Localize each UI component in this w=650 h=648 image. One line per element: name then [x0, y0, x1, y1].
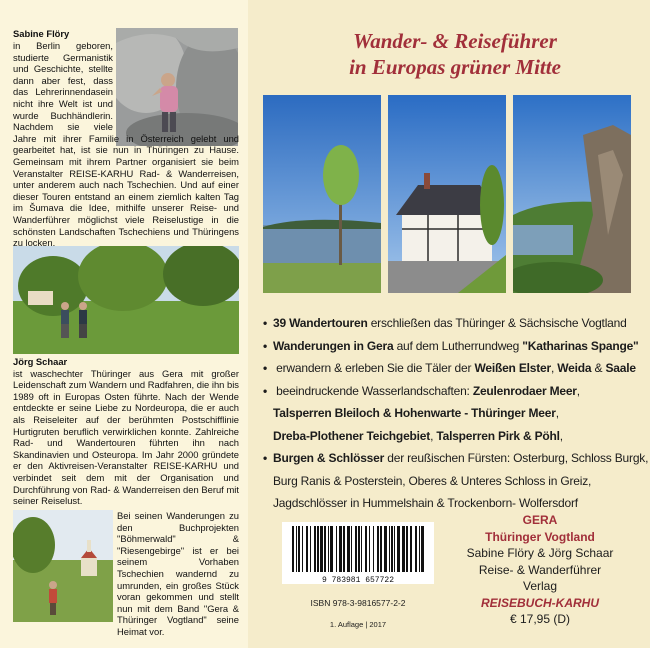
author1-bio-text [13, 40, 239, 249]
bullet-4: • beeindruckende Wasserlandschaften: Zeulenrodaer Meer, [263, 383, 580, 398]
bullet-5: • Burgen & Schlösser der reußischen Fürsten: Osterburg, Schloss Burgk, [263, 451, 649, 465]
bullet-5-line-2: Burg Ranis & Posterstein, Oberes & Unteres Schloss in Greiz, [273, 473, 592, 488]
barcode-bar [358, 526, 360, 572]
bullet-5-line-3: Jagdschlösser in Hummelshain & Trockenborn- Wolfersdorf [273, 496, 578, 510]
barcode-bar [302, 526, 303, 572]
barcode-bar [298, 526, 300, 572]
barcode-bar [373, 526, 374, 572]
barcode-bar [351, 526, 352, 572]
cliff-photo [513, 95, 631, 293]
barcode-bar [402, 526, 405, 572]
barcode-bar [361, 526, 362, 572]
author1-bio-body: in Berlin geboren, studierte Germanistik und Geschichte, stellte dann aber fest, dass das Lehrerinnendasein nicht ihre Welt ist und wurde Buchhändlerin. Nachdem sie viele Jahre mit ihrer Familie in Österreich gelebt und gearbeitet hat, ist sie nun in Thüringen zu Hause. Gemeinsam mit ihrem Partner organisiert sie beim Veranstalter REISE-KARHU Rad- & Wanderreisen, unter anderem auch nach Tschechien. Und auf einer dieser Touren entstand an einem ziemlich kalten Tag im Šumava die Idee, mithilfe unserer Reise- und Wanderführer möglichst viele Reiselustige in die schönsten Landschaften Tschechiens und Thüringens zu locken. [13, 40, 239, 249]
barcode-bar [343, 526, 345, 572]
barcode-bar [347, 526, 350, 572]
barcode-bar [336, 526, 337, 572]
barcode-bar [397, 526, 400, 572]
barcode-bar [314, 526, 316, 572]
barcode-bar [355, 526, 357, 572]
barcode-bar [421, 526, 424, 572]
house-photo [388, 95, 506, 293]
barcode [282, 522, 434, 584]
barcode-bar [410, 526, 412, 572]
barcode-bar [384, 526, 387, 572]
book-type: Reise- & Wanderführer [478, 562, 602, 577]
bullet-3: • erwandern & erleben Sie die Täler der Weißen Elster, Weida & Saale [263, 361, 636, 375]
bullet-1: • 39 Wandertouren erschließen das Thüringer & Sächsische Vogtland [263, 316, 627, 330]
isbn: ISBN 978-3-9816577-2-2 [310, 598, 406, 608]
barcode-bar [330, 526, 333, 572]
author1-bio [13, 28, 113, 40]
author2-name: Jörg Schaar [13, 356, 68, 367]
lake-photo [263, 95, 381, 293]
edition: 1. Auflage | 2017 [329, 620, 387, 629]
title-line-2: in Europas grüner Mitte [349, 55, 561, 79]
barcode-bar [296, 526, 297, 572]
village-photo [13, 510, 113, 622]
barcode-bar [365, 526, 367, 572]
title-line-1: Wander- & Reiseführer [353, 29, 557, 53]
barcode-bar [320, 526, 323, 572]
bullet-4-line-2: Talsperren Bleiloch & Hohenwarte - Thüringer Meer, [273, 406, 559, 420]
barcode-bar [324, 526, 326, 572]
barcode-bar [317, 526, 319, 572]
barcode-bar [310, 526, 311, 572]
barcode-bar [406, 526, 408, 572]
publisher-name: REISEBUCH-KARHU [480, 595, 599, 610]
feature-list [263, 312, 649, 515]
barcode-bar [415, 526, 417, 572]
barcode-bar [292, 526, 294, 572]
price: € 17,95 (D) [509, 612, 571, 626]
city: GERA [522, 513, 558, 527]
author2-bio [13, 356, 239, 507]
publisher-block [440, 512, 640, 628]
author2-bio-body: ist waschechter Thüringer aus Gera mit großer Leidenschaft zum Wandern und Radfahren, die ihn bis 1989 oft in Europas Osten führte. Nach der Wende entdeckte er seine Liebe zu Nordeuropa, die er auch als Reiseleiter auf der berühmten Postschifflinie Hurtigruten beruflich verwirklichen konnte. Zahlreiche Rad- und Wandertouren führten ihn nach Skandinavien und Osteuropa. Im Jahr 2000 gründete er den Aktivreisen-Veranstalter REISE-KARHU und verbindet seit dem mit der Organisation und Durchführung von Rad- & Wanderreisen den Beruf mit seiner Reiselust. [13, 367, 239, 507]
barcode-bar [419, 526, 420, 572]
barcode-bar [391, 526, 393, 572]
barcode-bar [328, 526, 329, 572]
barcode-bar [339, 526, 342, 572]
bullet-2: • Wanderungen in Gera auf dem Lutherrundweg "Katharinas Spange" [263, 338, 639, 353]
region: Thüringer Vogtland [485, 529, 595, 544]
author2-bio-body-2: Bei seinen Wanderungen zu den Buchprojekten "Böhmerwald" & "Riesengebirge" ist er bei seinem Vorhaben Tschechien wandernd zu umrunden, ein großes Stück voran gekommen und stellt nun mit dem Band "Gera & Thüringer Vogtland" seine Heimat vor. [117, 510, 239, 637]
verlag-label: Verlag [522, 579, 558, 593]
barcode-bar [377, 526, 379, 572]
barcode-bar [369, 526, 370, 572]
barcode-bar [306, 526, 308, 572]
author2-bio-2 [117, 510, 239, 638]
barcode-bar [389, 526, 390, 572]
author2-photo [13, 246, 239, 354]
author1-name: Sabine Flöry [13, 28, 70, 39]
authors: Sabine Flöry & Jörg Schaar [466, 546, 614, 560]
barcode-bar [380, 526, 382, 572]
bullet-4-line-3: Dreba-Plothener Teichgebiet, Talsperren Pirk & Pöhl, [273, 428, 563, 443]
barcode-bar [394, 526, 395, 572]
barcode-digits: 9 783981 657722 [321, 576, 395, 584]
book-title [300, 28, 610, 80]
